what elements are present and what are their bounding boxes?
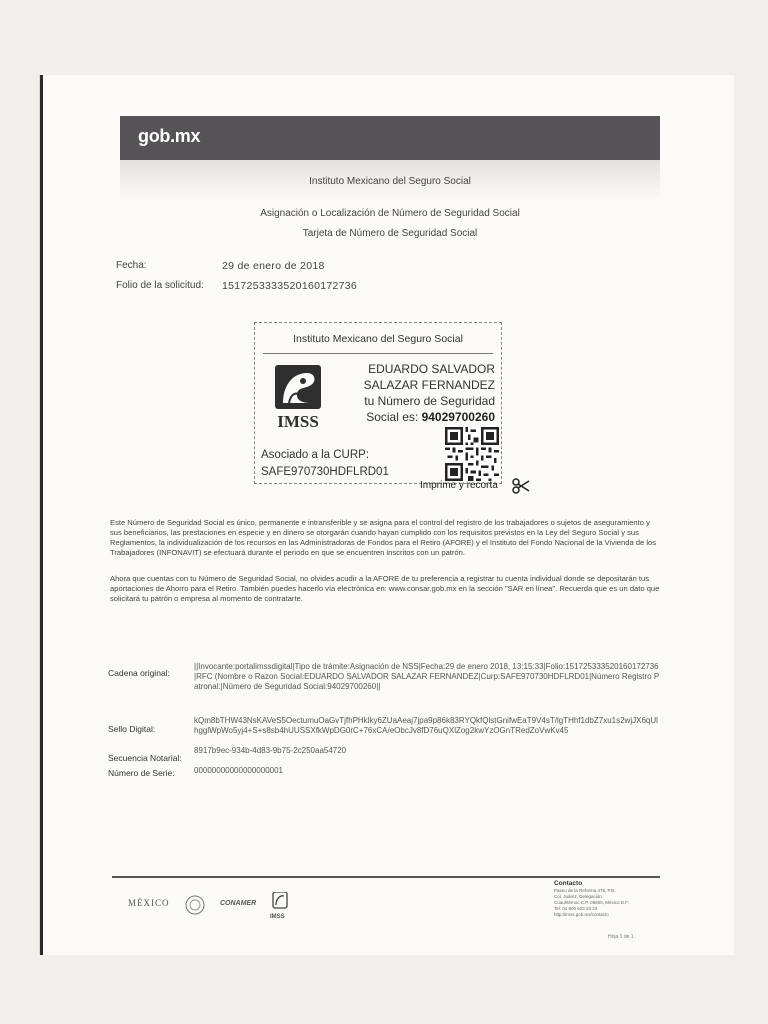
curp-label: Asociado a la CURP: [261, 449, 370, 461]
nss-text-line-2 [364, 409, 495, 425]
fecha-value: 29 de enero de 2018 [222, 260, 325, 272]
curp-value: SAFE970730HDFLRD01 [261, 466, 389, 478]
nss-number: 94029700260 [421, 410, 495, 424]
serie-label: Número de Serie: [108, 768, 175, 778]
cadena-value: ||Invocante:portalimssdigital|Tipo de trámite:Asignación de NSS|Fecha:29 de enero 2018, 13:15:33|Folio:151725333520160172736|RFC (Nombre o Razon Social:EDUARDO SALVADOR SALAZAR FERNANDEZ|Curp:SAFE970730HDFLRD01|Número Registro Patronal:|Número de Seguridad Social:94029700260|| [194, 662, 660, 691]
national-seal-icon [184, 894, 206, 916]
page-number: Hoja 1 de 1 [608, 934, 634, 940]
imss-logo-text: IMSS [277, 412, 319, 431]
conamer-logo: CONAMER [220, 900, 257, 907]
institution-title: Instituto Mexicano del Seguro Social [309, 176, 471, 187]
qr-code-icon [445, 427, 499, 481]
contact-line: Cuauhtémoc C.P. 06600, México D.F. [554, 900, 629, 905]
contact-line: Col. Juárez, Delegación [554, 894, 602, 899]
sello-label: Sello Digital: [108, 724, 156, 734]
page-edge [40, 75, 43, 955]
serie-value: 00000000000000000001 [194, 766, 283, 775]
secuencia-value: 8917b9ec-934b-4d83-9b75-2c250aa54720 [194, 746, 347, 755]
cadena-label: Cadena original: [108, 668, 170, 678]
footer-divider [112, 876, 660, 878]
nss-card [254, 322, 502, 484]
imss-eagle-icon [267, 363, 329, 431]
folio-label: Folio de la solicitud: [116, 280, 204, 291]
document-page [40, 75, 734, 955]
card-divider [263, 353, 493, 354]
holder-name-line-2: SALAZAR FERNANDEZ [363, 378, 495, 392]
document-subtitle-2: Tarjeta de Número de Seguridad Social [302, 228, 478, 239]
curp-block [261, 447, 389, 481]
holder-name-line-1: EDUARDO SALVADOR [368, 362, 495, 376]
cut-instruction: Imprime y recorta [420, 480, 498, 491]
secuencia-label: Secuencia Notarial: [108, 753, 182, 763]
folio-value: 151725333352016017​2736 [222, 280, 358, 292]
contact-line: Tel: 01 800 623 23 23 [554, 906, 598, 911]
document-subtitle-1: Asignación o Localización de Número de Seguridad Social [260, 208, 520, 219]
nss-text-line-1: tu Número de Seguridad [364, 394, 495, 408]
contact-title: Contacto [554, 880, 583, 887]
gobmx-header [120, 116, 660, 160]
holder-info [364, 361, 495, 425]
imss-footer-text: IMSS [270, 914, 285, 920]
contact-line: http://imss.gob.mx/contacto [554, 912, 609, 917]
mexico-logo: MÉXICO [128, 898, 170, 908]
scissors-icon [512, 478, 530, 494]
contact-line: Paseo de la Reforma 476, P.B. [554, 888, 616, 893]
card-title: Instituto Mexicano del Seguro Social [293, 333, 463, 345]
afore-paragraph: Ahora que cuentas con tu Número de Seguridad Social, no olvides acudir a la AFORE de tu preferencia a registrar tu cuenta individual donde se depositarán tus aportaciones de Ahorro para el Retiro. También puedes hacerlo vía electrónica en: www.consar.gob.mx en la sección "SAR en línea". Recuerda que es un dato que solicitará tu patrón o empresa al momento de contratarte. [110, 574, 660, 603]
fecha-label: Fecha: [116, 260, 147, 271]
nss-prefix: Social es: [366, 410, 419, 424]
sello-value: kQm8bTHW43NsKAVeS5OectumuOaGvTjfhPHklky6ZUaAeaj7jpa9p86k83RYQkfQlstGnifwEaT9V4sT/lgTHhf1dbZ7xu1s2wjJX6qUlhgglWpWo5yj4+S+s8sb4hUUSSXfkWpDG0rC+76xCA/eObcJv8fD76uQXlZog2kwYzOGnTRedZoVwKv45 [194, 716, 658, 735]
contact-info [554, 888, 629, 918]
nss-legal-paragraph: Este Número de Seguridad Social es único, permanente e intransferible y se asigna para el control del registro de los trabajadores o sujetos de aseguramiento y sus beneficiarios, las prestaciones en especie y en dinero se otorgarán cuando hayan cumplido con los requisitos previstos en la Ley del Seguro Social y sus Reglamentos, la individualización de los recursos en las Administradoras de Fondos para el Retiro (AFORE) y el Instituto del Fondo Nacional de la Vivienda de los Trabajadores (INFONAVIT) se efectuará durante el periodo en que se encuentren inscritos con un patrón. [110, 518, 657, 557]
gobmx-logo: gob.mx [138, 126, 201, 146]
